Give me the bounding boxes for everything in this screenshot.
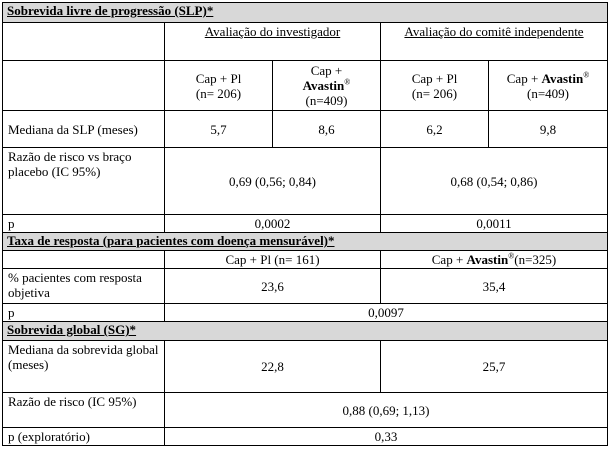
response-arm-header-row (3, 251, 608, 269)
pfs-p-committee: 0,0011 (381, 215, 608, 233)
arm-cap-avastin-investigator: Cap + Avastin® (n=409) (273, 61, 381, 111)
pfs-p-investigator: 0,0002 (165, 215, 381, 233)
response-p-label: p (3, 304, 165, 322)
os-p-label: p (exploratório) (3, 428, 165, 446)
pfs-section-title: Sobrevida livre de progressão (SLP)* (3, 3, 608, 23)
committee-assessment-header: Avaliação do comitê independente (381, 23, 608, 61)
pfs-hr-label: Razão de risco vs braço placebo (IC 95%) (3, 148, 165, 215)
pfs-median-ind-av: 9,8 (489, 111, 608, 148)
pfs-hr-committee: 0,68 (0,54; 0,86) (381, 148, 608, 215)
results-table-container (2, 2, 607, 446)
os-median-av: 25,7 (381, 341, 608, 393)
pfs-hr-investigator: 0,69 (0,56; 0,84) (165, 148, 381, 215)
pfs-median-inv-pl: 5,7 (165, 111, 273, 148)
arm-cap-avastin-committee: Cap + Avastin® (n=409) (489, 61, 608, 111)
blank-cell (3, 251, 165, 269)
arm-cap-pl-committee: Cap + Pl (n= 206) (381, 61, 489, 111)
response-rate-pl: 23,6 (165, 269, 381, 304)
os-section-title: Sobrevida global (SG)* (3, 322, 608, 341)
response-section-title: Taxa de resposta (para pacientes com doença mensurável)* (3, 233, 608, 251)
os-hazard-ratio-row (3, 393, 608, 428)
response-arm-cap-pl: Cap + Pl (n= 161) (165, 251, 381, 269)
pfs-arm-header-row (3, 61, 608, 111)
pfs-median-row (3, 111, 608, 148)
os-p-row (3, 428, 608, 446)
arm-cap-pl-investigator: Cap + Pl (n= 206) (165, 61, 273, 111)
blank-cell (3, 23, 165, 61)
os-median-pl: 22,8 (165, 341, 381, 393)
pfs-assessor-header-row (3, 23, 608, 61)
efficacy-results-table (2, 2, 608, 446)
response-arm-cap-avastin: Cap + Avastin®(n=325) (381, 251, 608, 269)
response-rate-label: % pacientes com resposta objetiva (3, 269, 165, 304)
os-section-header-row (3, 322, 608, 341)
response-p-value: 0,0097 (165, 304, 608, 322)
blank-cell (3, 61, 165, 111)
pfs-hazard-ratio-row (3, 148, 608, 215)
pfs-p-label: p (3, 215, 165, 233)
pfs-median-label: Mediana da SLP (meses) (3, 111, 165, 148)
os-hr-label: Razão de risco (IC 95%) (3, 393, 165, 428)
investigator-assessment-header: Avaliação do investigador (165, 23, 381, 61)
pfs-median-ind-pl: 6,2 (381, 111, 489, 148)
response-section-header-row (3, 233, 608, 251)
response-rate-row (3, 269, 608, 304)
pfs-median-inv-av: 8,6 (273, 111, 381, 148)
os-median-label: Mediana da sobrevida global (meses) (3, 341, 165, 393)
response-rate-av: 35,4 (381, 269, 608, 304)
os-hr-value: 0,88 (0,69; 1,13) (165, 393, 608, 428)
os-median-row (3, 341, 608, 393)
os-p-value: 0,33 (165, 428, 608, 446)
pfs-section-header-row (3, 3, 608, 23)
pfs-p-row (3, 215, 608, 233)
response-p-row (3, 304, 608, 322)
